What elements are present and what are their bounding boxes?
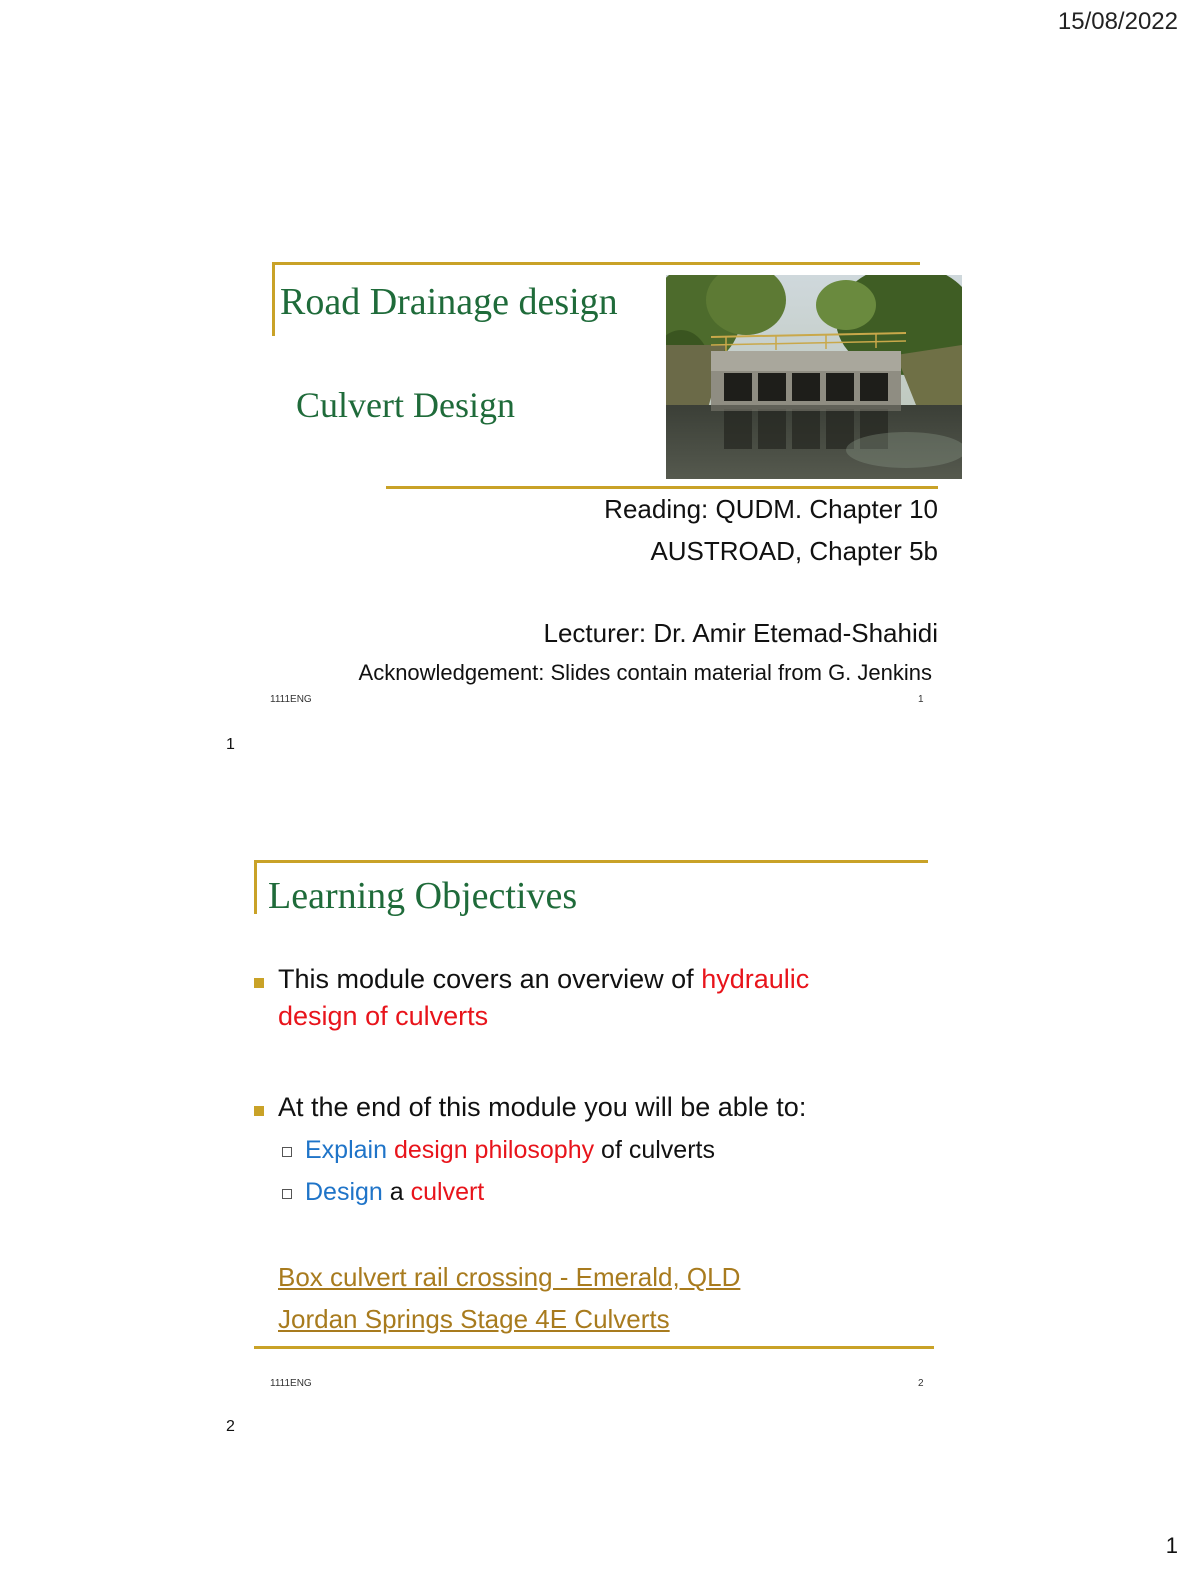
slide2-index: 2 bbox=[226, 1418, 235, 1435]
slide2-left-rule bbox=[254, 860, 257, 914]
slide2-bottom-rule bbox=[254, 1346, 934, 1349]
sub-bullet-2-a: a bbox=[382, 1178, 411, 1206]
reading-line-1: Reading: QUDM. Chapter 10 bbox=[604, 494, 938, 524]
bullet-2-marker bbox=[254, 1106, 264, 1116]
bullet-1-text: This module covers an overview of bbox=[278, 964, 702, 994]
sub-bullet-2 bbox=[305, 1178, 484, 1207]
slide1-subtitle: Culvert Design bbox=[296, 385, 515, 425]
sub-bullet-1-rest: of culverts bbox=[594, 1136, 715, 1164]
sub-bullet-1-philosophy: design philosophy bbox=[387, 1136, 595, 1164]
slide1-index: 1 bbox=[226, 736, 235, 753]
sub-bullet-1-marker bbox=[282, 1147, 292, 1157]
reading-line-2: AUSTROAD, Chapter 5b bbox=[650, 536, 938, 566]
acknowledgement-line: Acknowledgement: Slides contain material from G. Jenkins bbox=[358, 660, 932, 685]
slide2-title: Learning Objectives bbox=[268, 875, 578, 917]
sub-bullet-2-marker bbox=[282, 1189, 292, 1199]
culvert-photo bbox=[666, 275, 962, 479]
link-jordan-springs[interactable]: Jordan Springs Stage 4E Culverts bbox=[278, 1304, 670, 1334]
page-date: 15/08/2022 bbox=[1057, 8, 1178, 35]
slide1-footer-number: 1 bbox=[918, 694, 924, 705]
page-number: 1 bbox=[1165, 1533, 1178, 1558]
slide2-footer-number: 2 bbox=[918, 1378, 924, 1389]
slide2-top-rule bbox=[254, 860, 928, 863]
slide1-top-rule bbox=[272, 262, 920, 265]
sub-bullet-1 bbox=[305, 1136, 715, 1165]
bullet-1-highlight-hydraulic: hydraulic bbox=[701, 964, 810, 994]
bullet-1-marker bbox=[254, 978, 264, 988]
slide1-title: Road Drainage design bbox=[280, 281, 618, 323]
slide1-footer-course: 1111ENG bbox=[270, 694, 312, 705]
bullet-1-line-1 bbox=[278, 964, 809, 995]
link-box-culvert-emerald[interactable]: Box culvert rail crossing - Emerald, QLD bbox=[278, 1262, 741, 1292]
sub-bullet-2-design: Design bbox=[305, 1178, 383, 1206]
sub-bullet-1-explain: Explain bbox=[305, 1136, 387, 1164]
bullet-1-line-2: design of culverts bbox=[278, 1001, 489, 1031]
slide1-left-rule bbox=[272, 262, 275, 336]
lecturer-line: Lecturer: Dr. Amir Etemad-Shahidi bbox=[543, 618, 938, 648]
slide2-footer-course: 1111ENG bbox=[270, 1378, 312, 1389]
slide1-bottom-rule bbox=[386, 486, 938, 489]
sub-bullet-2-culvert: culvert bbox=[410, 1178, 485, 1206]
bullet-2-text: At the end of this module you will be able to: bbox=[278, 1092, 807, 1122]
